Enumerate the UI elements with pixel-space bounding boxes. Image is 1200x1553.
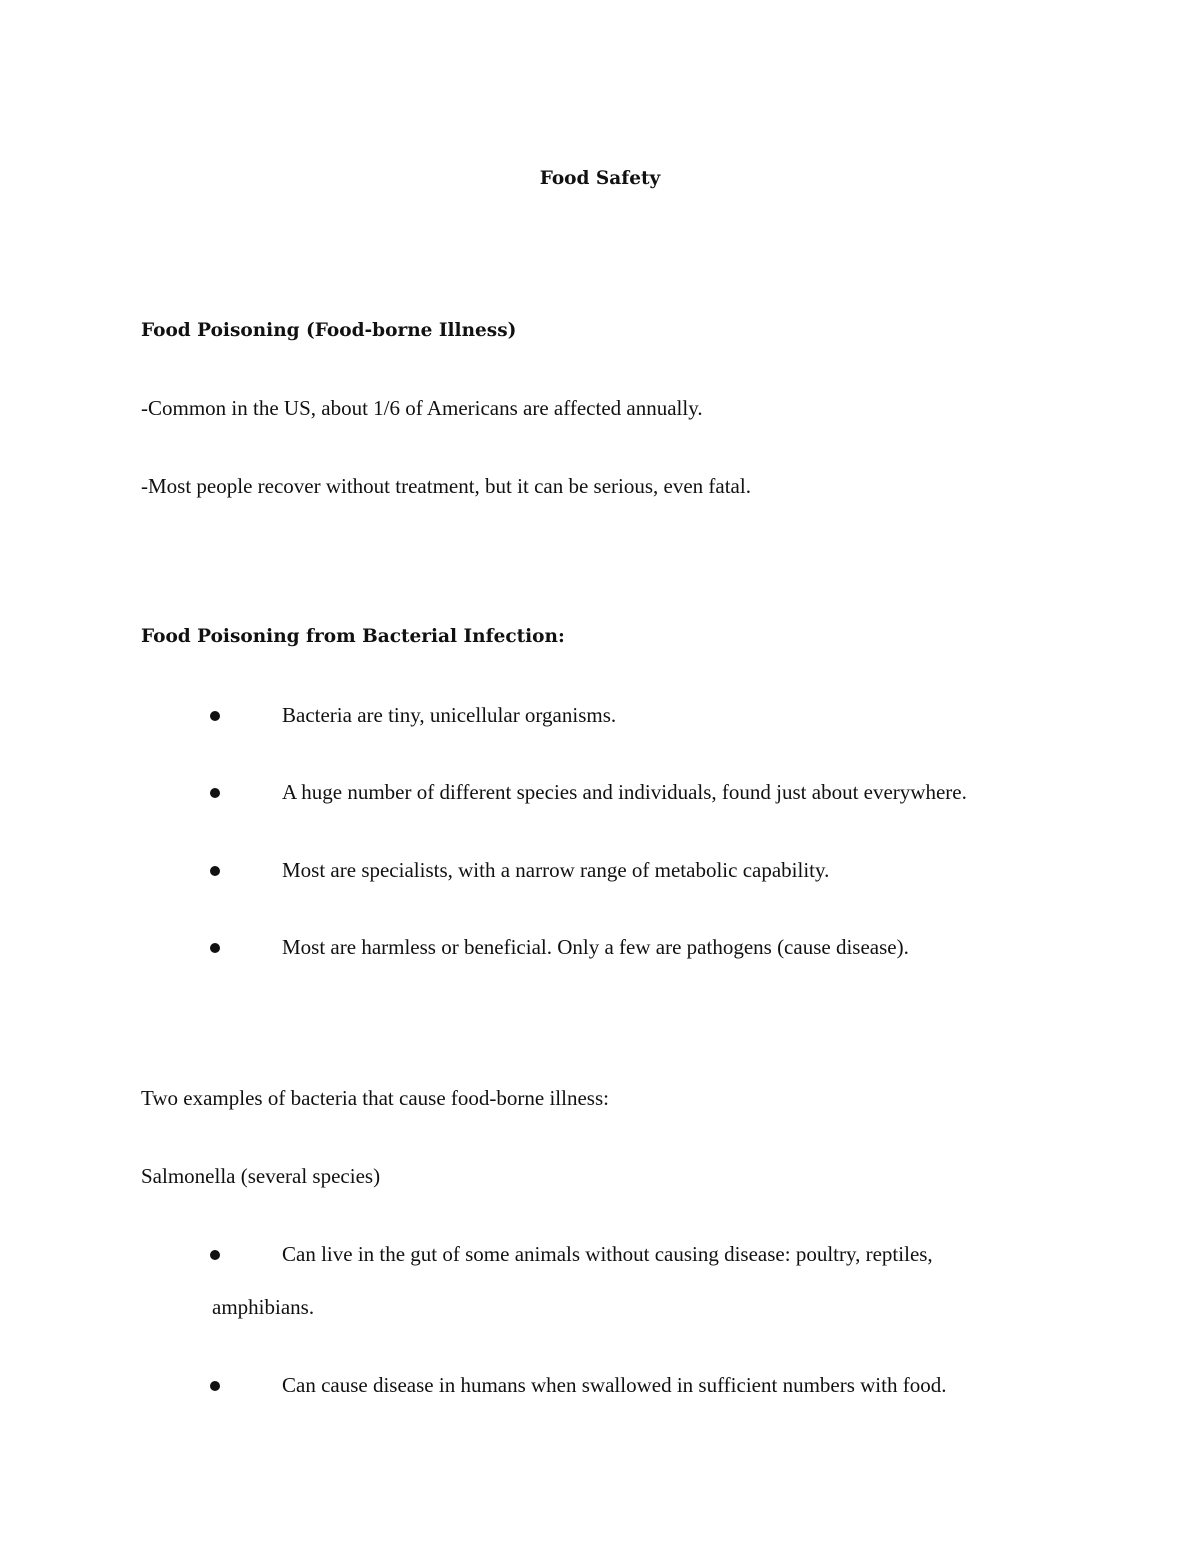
section-heading-food-poisoning: Food Poisoning (Food-borne Illness)	[141, 320, 517, 341]
bullet-icon	[210, 1250, 220, 1260]
paragraph-line: -Most people recover without treatment, but it can be serious, even fatal.	[141, 474, 751, 498]
page-title: Food Safety	[539, 168, 661, 189]
bullet-icon	[210, 866, 220, 876]
bullet-icon	[210, 711, 220, 721]
list-item-text: Most are harmless or beneficial. Only a few are pathogens (cause disease).	[282, 935, 909, 959]
list-item	[210, 1241, 1110, 1321]
list-item-text: Can live in the gut of some animals without causing disease: poultry, reptiles,	[282, 1242, 933, 1266]
bullet-icon	[210, 1381, 220, 1391]
bullet-icon	[210, 943, 220, 953]
bullet-icon	[210, 788, 220, 798]
list-item-text: Most are specialists, with a narrow range of metabolic capability.	[282, 858, 830, 882]
list-item-text: A huge number of different species and individuals, found just about everywhere.	[282, 780, 967, 804]
subheading-salmonella: Salmonella (several species)	[141, 1164, 381, 1188]
list-item-text: Can cause disease in humans when swallowed in sufficient numbers with food.	[282, 1373, 947, 1397]
section-heading-bacterial-infection: Food Poisoning from Bacterial Infection:	[141, 626, 565, 647]
list-item-text: Bacteria are tiny, unicellular organisms.	[282, 703, 617, 727]
list-item-continuation: amphibians.	[212, 1295, 315, 1319]
paragraph-line: -Common in the US, about 1/6 of Americans are affected annually.	[141, 396, 703, 420]
paragraph-line: Two examples of bacteria that cause food-borne illness:	[141, 1086, 609, 1110]
